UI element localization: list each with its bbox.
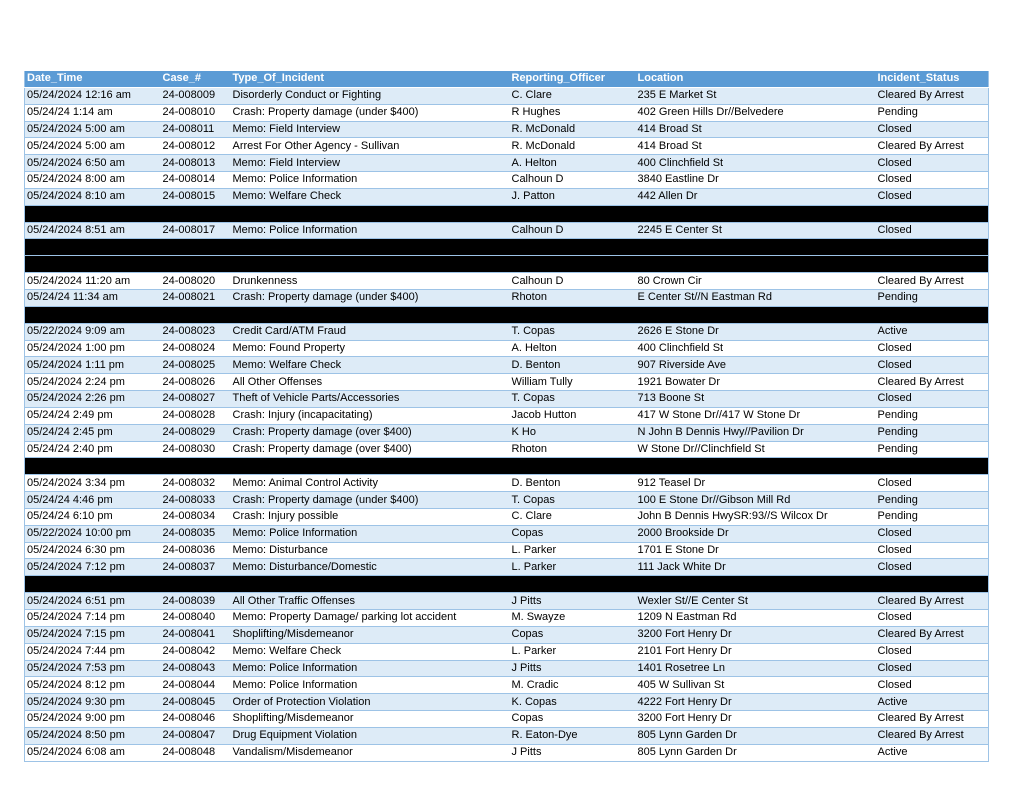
cell-location: 235 E Market St bbox=[637, 89, 717, 102]
cell-incident-status: Cleared By Arrest bbox=[877, 628, 964, 641]
cell-reporting-officer: C. Clare bbox=[511, 510, 552, 523]
cell-type-of-incident: Vandalism/Misdemeanor bbox=[232, 746, 353, 759]
cell-location: 2101 Fort Henry Dr bbox=[637, 645, 732, 658]
cell-location: 4222 Fort Henry Dr bbox=[637, 695, 732, 708]
cell-type-of-incident: Crash: Injury (incapacitating) bbox=[232, 409, 373, 422]
cell-reporting-officer: R. McDonald bbox=[511, 122, 576, 135]
cell-incident-status: Pending bbox=[877, 106, 918, 119]
cell-case-number: 24-008029 bbox=[162, 426, 216, 439]
cell-date-time: 05/24/2024 9:00 pm bbox=[27, 712, 125, 725]
cell-reporting-officer: A. Helton bbox=[511, 156, 557, 169]
table-row bbox=[25, 694, 989, 711]
cell-date-time: 05/24/2024 8:50 pm bbox=[27, 729, 125, 742]
cell-case-number: 24-008041 bbox=[162, 628, 216, 641]
cell-date-time: 05/24/2024 6:51 pm bbox=[27, 594, 125, 607]
cell-case-number: 24-008035 bbox=[162, 527, 216, 540]
cell-type-of-incident: Crash: Injury possible bbox=[232, 510, 339, 523]
cell-incident-status: Closed bbox=[877, 476, 912, 489]
cell-type-of-incident: Order of Protection Violation bbox=[232, 695, 371, 708]
table-row bbox=[25, 155, 989, 172]
cell-date-time: 05/24/2024 7:14 pm bbox=[27, 611, 125, 624]
redaction-bar bbox=[25, 576, 989, 593]
cell-location: 912 Teasel Dr bbox=[637, 476, 706, 489]
cell-case-number: 24-008046 bbox=[162, 712, 216, 725]
table-row bbox=[25, 340, 989, 357]
cell-case-number: 24-008026 bbox=[162, 375, 216, 388]
cell-incident-status: Pending bbox=[877, 510, 918, 523]
cell-case-number: 24-008015 bbox=[162, 190, 216, 203]
cell-date-time: 05/24/2024 9:30 pm bbox=[27, 695, 125, 708]
cell-incident-status: Closed bbox=[877, 645, 912, 658]
cell-reporting-officer: T. Copas bbox=[511, 325, 555, 338]
cell-incident-status: Cleared By Arrest bbox=[877, 712, 964, 725]
table-row bbox=[25, 525, 989, 542]
cell-type-of-incident: Drug Equipment Violation bbox=[232, 729, 358, 742]
cell-location: N John B Dennis Hwy//Pavilion Dr bbox=[637, 426, 804, 439]
cell-reporting-officer: Rhoton bbox=[511, 442, 547, 455]
cell-case-number: 24-008030 bbox=[162, 442, 216, 455]
cell-location: 713 Boone St bbox=[637, 392, 705, 405]
cell-date-time: 05/24/2024 11:20 am bbox=[27, 274, 131, 287]
cell-case-number: 24-008037 bbox=[162, 560, 216, 573]
cell-date-time: 05/24/24 2:45 pm bbox=[27, 426, 113, 439]
cell-location: 1701 E Stone Dr bbox=[637, 544, 719, 557]
table-row bbox=[25, 121, 989, 138]
cell-location: 402 Green Hills Dr//Belvedere bbox=[637, 106, 784, 119]
header-row bbox=[25, 71, 989, 87]
cell-location: 100 E Stone Dr//Gibson Mill Rd bbox=[637, 493, 791, 506]
cell-type-of-incident: Memo: Animal Control Activity bbox=[232, 476, 378, 489]
cell-type-of-incident: Drunkenness bbox=[232, 274, 298, 287]
cell-location: 1209 N Eastman Rd bbox=[637, 611, 737, 624]
cell-reporting-officer: J. Patton bbox=[511, 190, 555, 203]
redacted-row bbox=[25, 205, 989, 222]
cell-date-time: 05/24/2024 8:12 pm bbox=[27, 678, 125, 691]
cell-incident-status: Closed bbox=[877, 190, 912, 203]
cell-location: 442 Allen Dr bbox=[637, 190, 698, 203]
cell-reporting-officer: Rhoton bbox=[511, 291, 547, 304]
cell-date-time: 05/22/2024 9:09 am bbox=[27, 325, 125, 338]
cell-case-number: 24-008040 bbox=[162, 611, 216, 624]
cell-location: 414 Broad St bbox=[637, 139, 702, 152]
cell-type-of-incident: Memo: Police Information bbox=[232, 173, 358, 186]
cell-case-number: 24-008047 bbox=[162, 729, 216, 742]
cell-incident-status: Pending bbox=[877, 442, 918, 455]
cell-incident-status: Cleared By Arrest bbox=[877, 375, 964, 388]
table-row bbox=[25, 711, 989, 728]
cell-reporting-officer: Copas bbox=[511, 628, 544, 641]
cell-location: 2245 E Center St bbox=[637, 224, 722, 237]
cell-reporting-officer: K. Copas bbox=[511, 695, 557, 708]
cell-case-number: 24-008012 bbox=[162, 139, 216, 152]
cell-type-of-incident: All Other Offenses bbox=[232, 375, 323, 388]
cell-type-of-incident: Crash: Property damage (over $400) bbox=[232, 442, 412, 455]
cell-case-number: 24-008020 bbox=[162, 274, 216, 287]
cell-location: 400 Clinchfield St bbox=[637, 156, 724, 169]
table-row bbox=[25, 508, 989, 525]
cell-case-number: 24-008042 bbox=[162, 645, 216, 658]
cell-case-number: 24-008024 bbox=[162, 341, 216, 354]
cell-case-number: 24-008017 bbox=[162, 224, 216, 237]
cell-reporting-officer: L. Parker bbox=[511, 645, 557, 658]
table-row bbox=[25, 222, 989, 239]
cell-type-of-incident: Crash: Property damage (under $400) bbox=[232, 106, 419, 119]
cell-case-number: 24-008033 bbox=[162, 493, 216, 506]
table-row bbox=[25, 677, 989, 694]
redaction-bar bbox=[25, 256, 989, 273]
col-header-date-time: Date_Time bbox=[25, 71, 161, 87]
table-row bbox=[25, 172, 989, 189]
cell-reporting-officer: R Hughes bbox=[511, 106, 561, 119]
cell-date-time: 05/24/2024 6:50 am bbox=[27, 156, 125, 169]
cell-location: 414 Broad St bbox=[637, 122, 702, 135]
cell-location: 405 W Sullivan St bbox=[637, 678, 725, 691]
cell-date-time: 05/24/2024 8:00 am bbox=[27, 173, 125, 186]
cell-case-number: 24-008010 bbox=[162, 106, 216, 119]
cell-reporting-officer: Jacob Hutton bbox=[511, 409, 577, 422]
cell-case-number: 24-008034 bbox=[162, 510, 216, 523]
cell-reporting-officer: M. Swayze bbox=[511, 611, 566, 624]
table-row bbox=[25, 87, 989, 104]
cell-date-time: 05/24/2024 8:10 am bbox=[27, 190, 125, 203]
cell-date-time: 05/24/2024 1:00 pm bbox=[27, 341, 125, 354]
cell-location: 417 W Stone Dr//417 W Stone Dr bbox=[637, 409, 801, 422]
cell-reporting-officer: D. Benton bbox=[511, 358, 561, 371]
cell-incident-status: Active bbox=[877, 325, 908, 338]
cell-date-time: 05/24/2024 7:44 pm bbox=[27, 645, 125, 658]
cell-incident-status: Closed bbox=[877, 341, 912, 354]
cell-type-of-incident: Memo: Police Information bbox=[232, 661, 358, 674]
cell-location: 2000 Brookside Dr bbox=[637, 527, 729, 540]
cell-case-number: 24-008021 bbox=[162, 291, 216, 304]
cell-reporting-officer: Calhoun D bbox=[511, 274, 564, 287]
cell-incident-status: Cleared By Arrest bbox=[877, 729, 964, 742]
col-header-type-of-incident: Type_Of_Incident bbox=[231, 71, 510, 87]
cell-type-of-incident: Shoplifting/Misdemeanor bbox=[232, 712, 354, 725]
cell-reporting-officer: William Tully bbox=[511, 375, 573, 388]
table-row bbox=[25, 542, 989, 559]
table-row bbox=[25, 138, 989, 155]
cell-location: 907 Riverside Ave bbox=[637, 358, 726, 371]
cell-date-time: 05/22/2024 10:00 pm bbox=[27, 527, 131, 540]
cell-reporting-officer: J Pitts bbox=[511, 594, 542, 607]
table-row bbox=[25, 593, 989, 610]
cell-location: 400 Clinchfield St bbox=[637, 341, 724, 354]
cell-location: 1401 Rosetree Ln bbox=[637, 661, 725, 674]
cell-reporting-officer: Calhoun D bbox=[511, 224, 564, 237]
cell-type-of-incident: Memo: Police Information bbox=[232, 527, 358, 540]
cell-reporting-officer: J Pitts bbox=[511, 661, 542, 674]
cell-type-of-incident: Memo: Welfare Check bbox=[232, 645, 342, 658]
cell-date-time: 05/24/2024 2:26 pm bbox=[27, 392, 125, 405]
cell-location: 3200 Fort Henry Dr bbox=[637, 628, 732, 641]
cell-incident-status: Closed bbox=[877, 358, 912, 371]
cell-case-number: 24-008028 bbox=[162, 409, 216, 422]
cell-case-number: 24-008014 bbox=[162, 173, 216, 186]
redacted-row bbox=[25, 458, 989, 475]
cell-location: 80 Crown Cir bbox=[637, 274, 702, 287]
cell-type-of-incident: Memo: Disturbance bbox=[232, 544, 328, 557]
cell-case-number: 24-008036 bbox=[162, 544, 216, 557]
cell-location: 3200 Fort Henry Dr bbox=[637, 712, 732, 725]
cell-incident-status: Closed bbox=[877, 156, 912, 169]
cell-reporting-officer: Copas bbox=[511, 527, 544, 540]
cell-reporting-officer: Calhoun D bbox=[511, 173, 564, 186]
cell-incident-status: Pending bbox=[877, 409, 918, 422]
table-row bbox=[25, 475, 989, 492]
table-row bbox=[25, 610, 989, 627]
cell-incident-status: Pending bbox=[877, 426, 918, 439]
cell-incident-status: Closed bbox=[877, 122, 912, 135]
cell-incident-status: Active bbox=[877, 746, 908, 759]
cell-type-of-incident: Memo: Police Information bbox=[232, 224, 358, 237]
cell-type-of-incident: Credit Card/ATM Fraud bbox=[232, 325, 346, 338]
cell-reporting-officer: C. Clare bbox=[511, 89, 552, 102]
cell-date-time: 05/24/2024 7:53 pm bbox=[27, 661, 125, 674]
cell-date-time: 05/24/2024 5:00 am bbox=[27, 122, 125, 135]
cell-case-number: 24-008011 bbox=[162, 122, 215, 135]
cell-reporting-officer: K Ho bbox=[511, 426, 536, 439]
cell-type-of-incident: Memo: Property Damage/ parking lot accident bbox=[232, 611, 457, 624]
cell-incident-status: Closed bbox=[877, 560, 912, 573]
cell-date-time: 05/24/2024 6:30 pm bbox=[27, 544, 125, 557]
cell-type-of-incident: Crash: Property damage (under $400) bbox=[232, 493, 419, 506]
cell-incident-status: Closed bbox=[877, 392, 912, 405]
cell-case-number: 24-008043 bbox=[162, 661, 216, 674]
table-row bbox=[25, 492, 989, 509]
table-row bbox=[25, 660, 989, 677]
table-row bbox=[25, 104, 989, 121]
cell-date-time: 05/24/2024 8:51 am bbox=[27, 224, 125, 237]
table-row bbox=[25, 188, 989, 205]
cell-reporting-officer: L. Parker bbox=[511, 560, 557, 573]
cell-case-number: 24-008032 bbox=[162, 476, 216, 489]
col-header-reporting-officer: Reporting_Officer bbox=[510, 71, 636, 87]
cell-location: 805 Lynn Garden Dr bbox=[637, 746, 737, 759]
cell-type-of-incident: Memo: Field Interview bbox=[232, 156, 341, 169]
table-row bbox=[25, 441, 989, 458]
cell-type-of-incident: Disorderly Conduct or Fighting bbox=[232, 89, 382, 102]
redaction-bar bbox=[25, 458, 989, 475]
cell-date-time: 05/24/2024 2:24 pm bbox=[27, 375, 125, 388]
cell-type-of-incident: Theft of Vehicle Parts/Accessories bbox=[232, 392, 400, 405]
cell-date-time: 05/24/2024 3:34 pm bbox=[27, 476, 125, 489]
table-row bbox=[25, 357, 989, 374]
cell-incident-status: Closed bbox=[877, 224, 912, 237]
cell-incident-status: Closed bbox=[877, 173, 912, 186]
cell-date-time: 05/24/2024 7:12 pm bbox=[27, 560, 125, 573]
redaction-bar bbox=[25, 205, 989, 222]
cell-type-of-incident: All Other Traffic Offenses bbox=[232, 594, 355, 607]
cell-type-of-incident: Shoplifting/Misdemeanor bbox=[232, 628, 354, 641]
table-row bbox=[25, 727, 989, 744]
cell-date-time: 05/24/24 1:14 am bbox=[27, 106, 113, 119]
redacted-row bbox=[25, 306, 989, 323]
cell-type-of-incident: Memo: Field Interview bbox=[232, 122, 341, 135]
cell-reporting-officer: T. Copas bbox=[511, 392, 555, 405]
cell-date-time: 05/24/2024 7:15 pm bbox=[27, 628, 125, 641]
cell-date-time: 05/24/24 6:10 pm bbox=[27, 510, 113, 523]
cell-type-of-incident: Crash: Property damage (under $400) bbox=[232, 291, 419, 304]
table-row bbox=[25, 643, 989, 660]
cell-reporting-officer: M. Cradic bbox=[511, 678, 559, 691]
cell-date-time: 05/24/2024 12:16 am bbox=[27, 89, 131, 102]
cell-date-time: 05/24/24 4:46 pm bbox=[27, 493, 113, 506]
table-row bbox=[25, 744, 989, 761]
cell-date-time: 05/24/24 11:34 am bbox=[27, 291, 118, 304]
cell-type-of-incident: Arrest For Other Agency - Sullivan bbox=[232, 139, 400, 152]
cell-location: W Stone Dr//Clinchfield St bbox=[637, 442, 765, 455]
table-row bbox=[25, 323, 989, 340]
cell-incident-status: Cleared By Arrest bbox=[877, 274, 964, 287]
cell-incident-status: Cleared By Arrest bbox=[877, 89, 964, 102]
table-row bbox=[25, 374, 989, 391]
cell-location: 111 Jack White Dr bbox=[637, 560, 726, 573]
cell-type-of-incident: Memo: Found Property bbox=[232, 341, 345, 354]
cell-date-time: 05/24/2024 5:00 am bbox=[27, 139, 125, 152]
cell-reporting-officer: A. Helton bbox=[511, 341, 557, 354]
cell-reporting-officer: J Pitts bbox=[511, 746, 542, 759]
cell-reporting-officer: D. Benton bbox=[511, 476, 561, 489]
redacted-row bbox=[25, 576, 989, 593]
cell-date-time: 05/24/2024 6:08 am bbox=[27, 746, 125, 759]
table-row bbox=[25, 273, 989, 290]
cell-date-time: 05/24/2024 1:11 pm bbox=[27, 358, 125, 371]
redaction-bar bbox=[25, 306, 989, 323]
cell-location: John B Dennis HwySR:93//S Wilcox Dr bbox=[637, 510, 828, 523]
cell-type-of-incident: Memo: Welfare Check bbox=[232, 358, 342, 371]
cell-incident-status: Pending bbox=[877, 291, 918, 304]
cell-incident-status: Closed bbox=[877, 544, 912, 557]
cell-type-of-incident: Memo: Welfare Check bbox=[232, 190, 342, 203]
cell-location: 805 Lynn Garden Dr bbox=[637, 729, 737, 742]
cell-case-number: 24-008009 bbox=[162, 89, 216, 102]
cell-case-number: 24-008023 bbox=[162, 325, 216, 338]
table-row bbox=[25, 407, 989, 424]
cell-type-of-incident: Crash: Property damage (over $400) bbox=[232, 426, 412, 439]
cell-incident-status: Cleared By Arrest bbox=[877, 594, 964, 607]
col-header-location: Location bbox=[636, 71, 876, 87]
cell-case-number: 24-008013 bbox=[162, 156, 216, 169]
cell-type-of-incident: Memo: Police Information bbox=[232, 678, 358, 691]
cell-case-number: 24-008048 bbox=[162, 746, 216, 759]
table-row bbox=[25, 424, 989, 441]
cell-reporting-officer: R. McDonald bbox=[511, 139, 576, 152]
cell-reporting-officer: Copas bbox=[511, 712, 544, 725]
cell-incident-status: Active bbox=[877, 695, 908, 708]
col-header-incident-status: Incident_Status bbox=[876, 71, 989, 87]
table-row bbox=[25, 289, 989, 306]
cell-location: 1921 Bowater Dr bbox=[637, 375, 721, 388]
cell-type-of-incident: Memo: Disturbance/Domestic bbox=[232, 560, 377, 573]
cell-date-time: 05/24/24 2:40 pm bbox=[27, 442, 113, 455]
cell-incident-status: Closed bbox=[877, 678, 912, 691]
cell-case-number: 24-008039 bbox=[162, 594, 216, 607]
table-row bbox=[25, 626, 989, 643]
table-row bbox=[25, 559, 989, 576]
redacted-row bbox=[25, 239, 989, 256]
cell-reporting-officer: T. Copas bbox=[511, 493, 555, 506]
cell-case-number: 24-008045 bbox=[162, 695, 216, 708]
table-row bbox=[25, 391, 989, 408]
redacted-row bbox=[25, 256, 989, 273]
cell-case-number: 24-008025 bbox=[162, 358, 216, 371]
cell-reporting-officer: R. Eaton-Dye bbox=[511, 729, 578, 742]
cell-incident-status: Pending bbox=[877, 493, 918, 506]
cell-incident-status: Cleared By Arrest bbox=[877, 139, 964, 152]
incident-log-table bbox=[24, 71, 989, 762]
cell-case-number: 24-008027 bbox=[162, 392, 216, 405]
cell-location: Wexler St//E Center St bbox=[637, 594, 748, 607]
cell-reporting-officer: L. Parker bbox=[511, 544, 557, 557]
cell-incident-status: Closed bbox=[877, 527, 912, 540]
cell-location: 3840 Eastline Dr bbox=[637, 173, 719, 186]
cell-incident-status: Closed bbox=[877, 661, 912, 674]
table-body bbox=[25, 87, 989, 761]
cell-date-time: 05/24/24 2:49 pm bbox=[27, 409, 113, 422]
cell-location: E Center St//N Eastman Rd bbox=[637, 291, 772, 304]
redaction-bar bbox=[25, 239, 989, 256]
cell-incident-status: Closed bbox=[877, 611, 912, 624]
cell-case-number: 24-008044 bbox=[162, 678, 216, 691]
col-header-case-number: Case_# bbox=[161, 71, 231, 87]
cell-location: 2626 E Stone Dr bbox=[637, 325, 719, 338]
